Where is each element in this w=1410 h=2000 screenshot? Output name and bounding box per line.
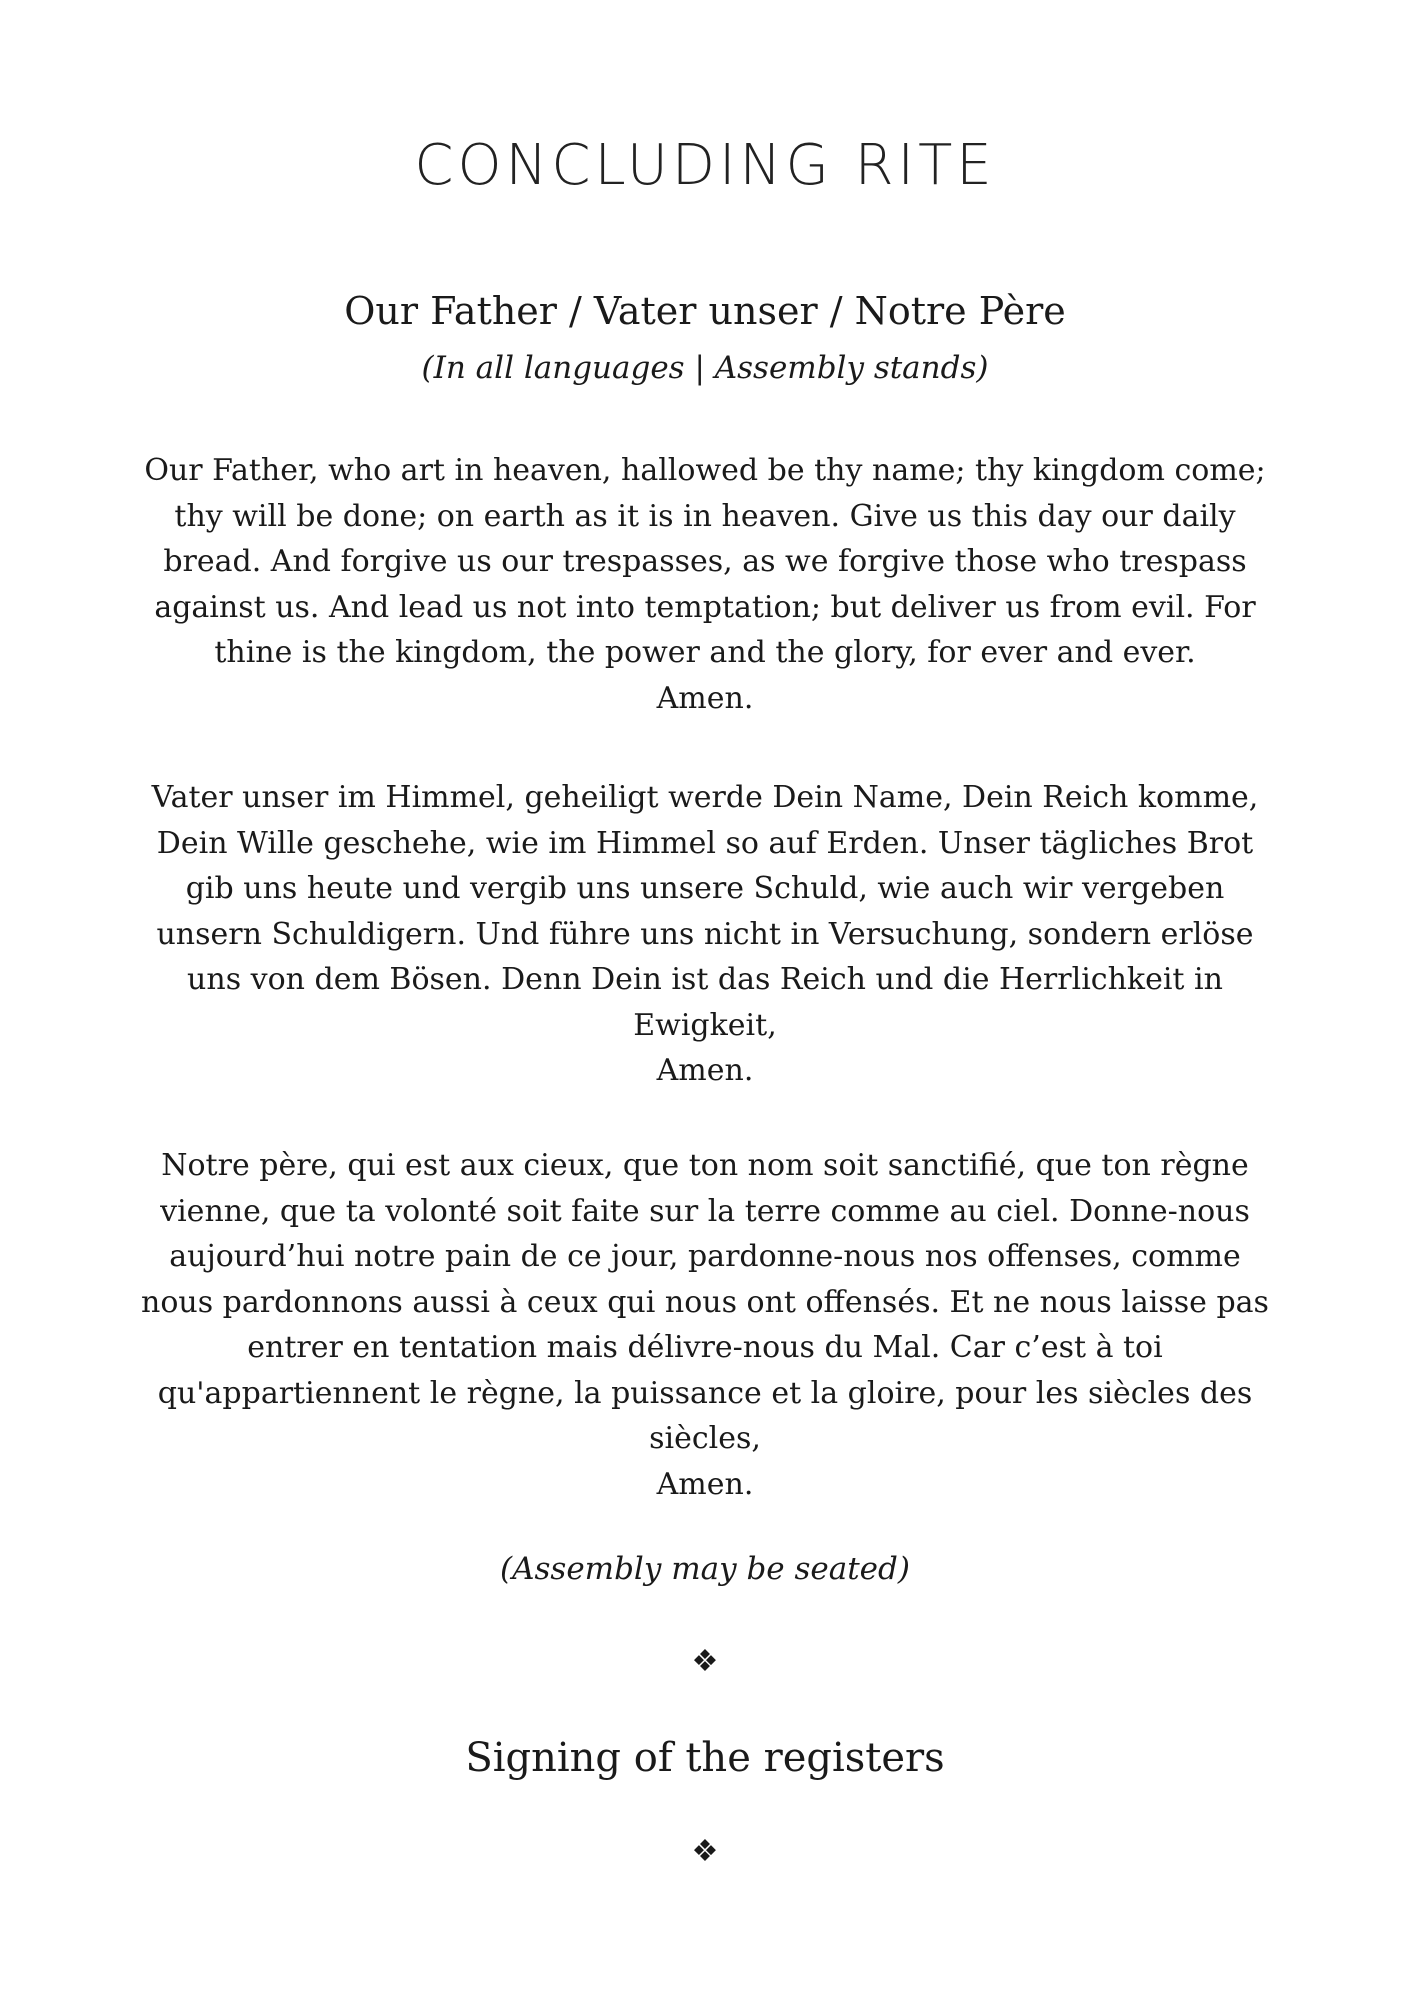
closing-rubric: (Assembly may be seated) — [500, 1551, 910, 1587]
prayer-french-amen: Amen. — [656, 1466, 754, 1502]
signing-heading: Signing of the registers — [465, 1735, 945, 1781]
prayer-heading: Our Father / Vater unser / Notre Père — [344, 289, 1066, 333]
ornament-divider-icon: ❖ — [691, 1644, 719, 1679]
prayer-german-amen: Amen. — [656, 1053, 754, 1088]
prayer-french-text: Notre père, qui est aux cieux, que ton nom soit sanctifié, que ton règne vienne, que ta volonté soit faite sur la terre comme au ciel. Donne-nous aujourd’hui notre pain de ce jour, pardonne-nous nos offenses, comme nous pardonnons aussi à ceux qui nous ont offensés. Et ne nous laisse pas entrer en tentation mais délivre-nous du Mal. Car c’est à toi qu'appartiennent le règne, la puissance et la gloire, pour les siècles des siècles, — [141, 1148, 1269, 1456]
prayer-rubric: (In all languages | Assembly stands) — [421, 350, 989, 386]
prayer-french — [140, 1143, 1270, 1507]
prayer-english — [140, 448, 1270, 721]
prayer-english-amen: Amen. — [656, 680, 754, 716]
section-title: CONCLUDING RITE — [414, 133, 996, 198]
prayer-german-text: Vater unser im Himmel, geheiligt werde Dein Name, Dein Reich komme, Dein Wille geschehe, wie im Himmel so auf Erden. Unser tägliches Brot gib uns heute und vergib uns unsere Schuld, wie auch wir vergeben unsern Schuldigern. Und führe uns nicht in Versuchung, sondern erlöse uns von dem Bösen. Denn Dein ist das Reich und die Herrlichkeit in Ewigkeit, — [151, 780, 1259, 1043]
ornament-divider-icon: ❖ — [691, 1834, 719, 1869]
prayer-english-text: Our Father, who art in heaven, hallowed be thy name; thy kingdom come; thy will be done; on earth as it is in heaven. Give us this day our daily bread. And forgive us our trespasses, as we forgive those who trespass against us. And lead us not into temptation; but deliver us from evil. For thine is the kingdom, the power and the glory, for ever and ever. — [144, 453, 1266, 670]
prayer-german — [140, 775, 1270, 1094]
